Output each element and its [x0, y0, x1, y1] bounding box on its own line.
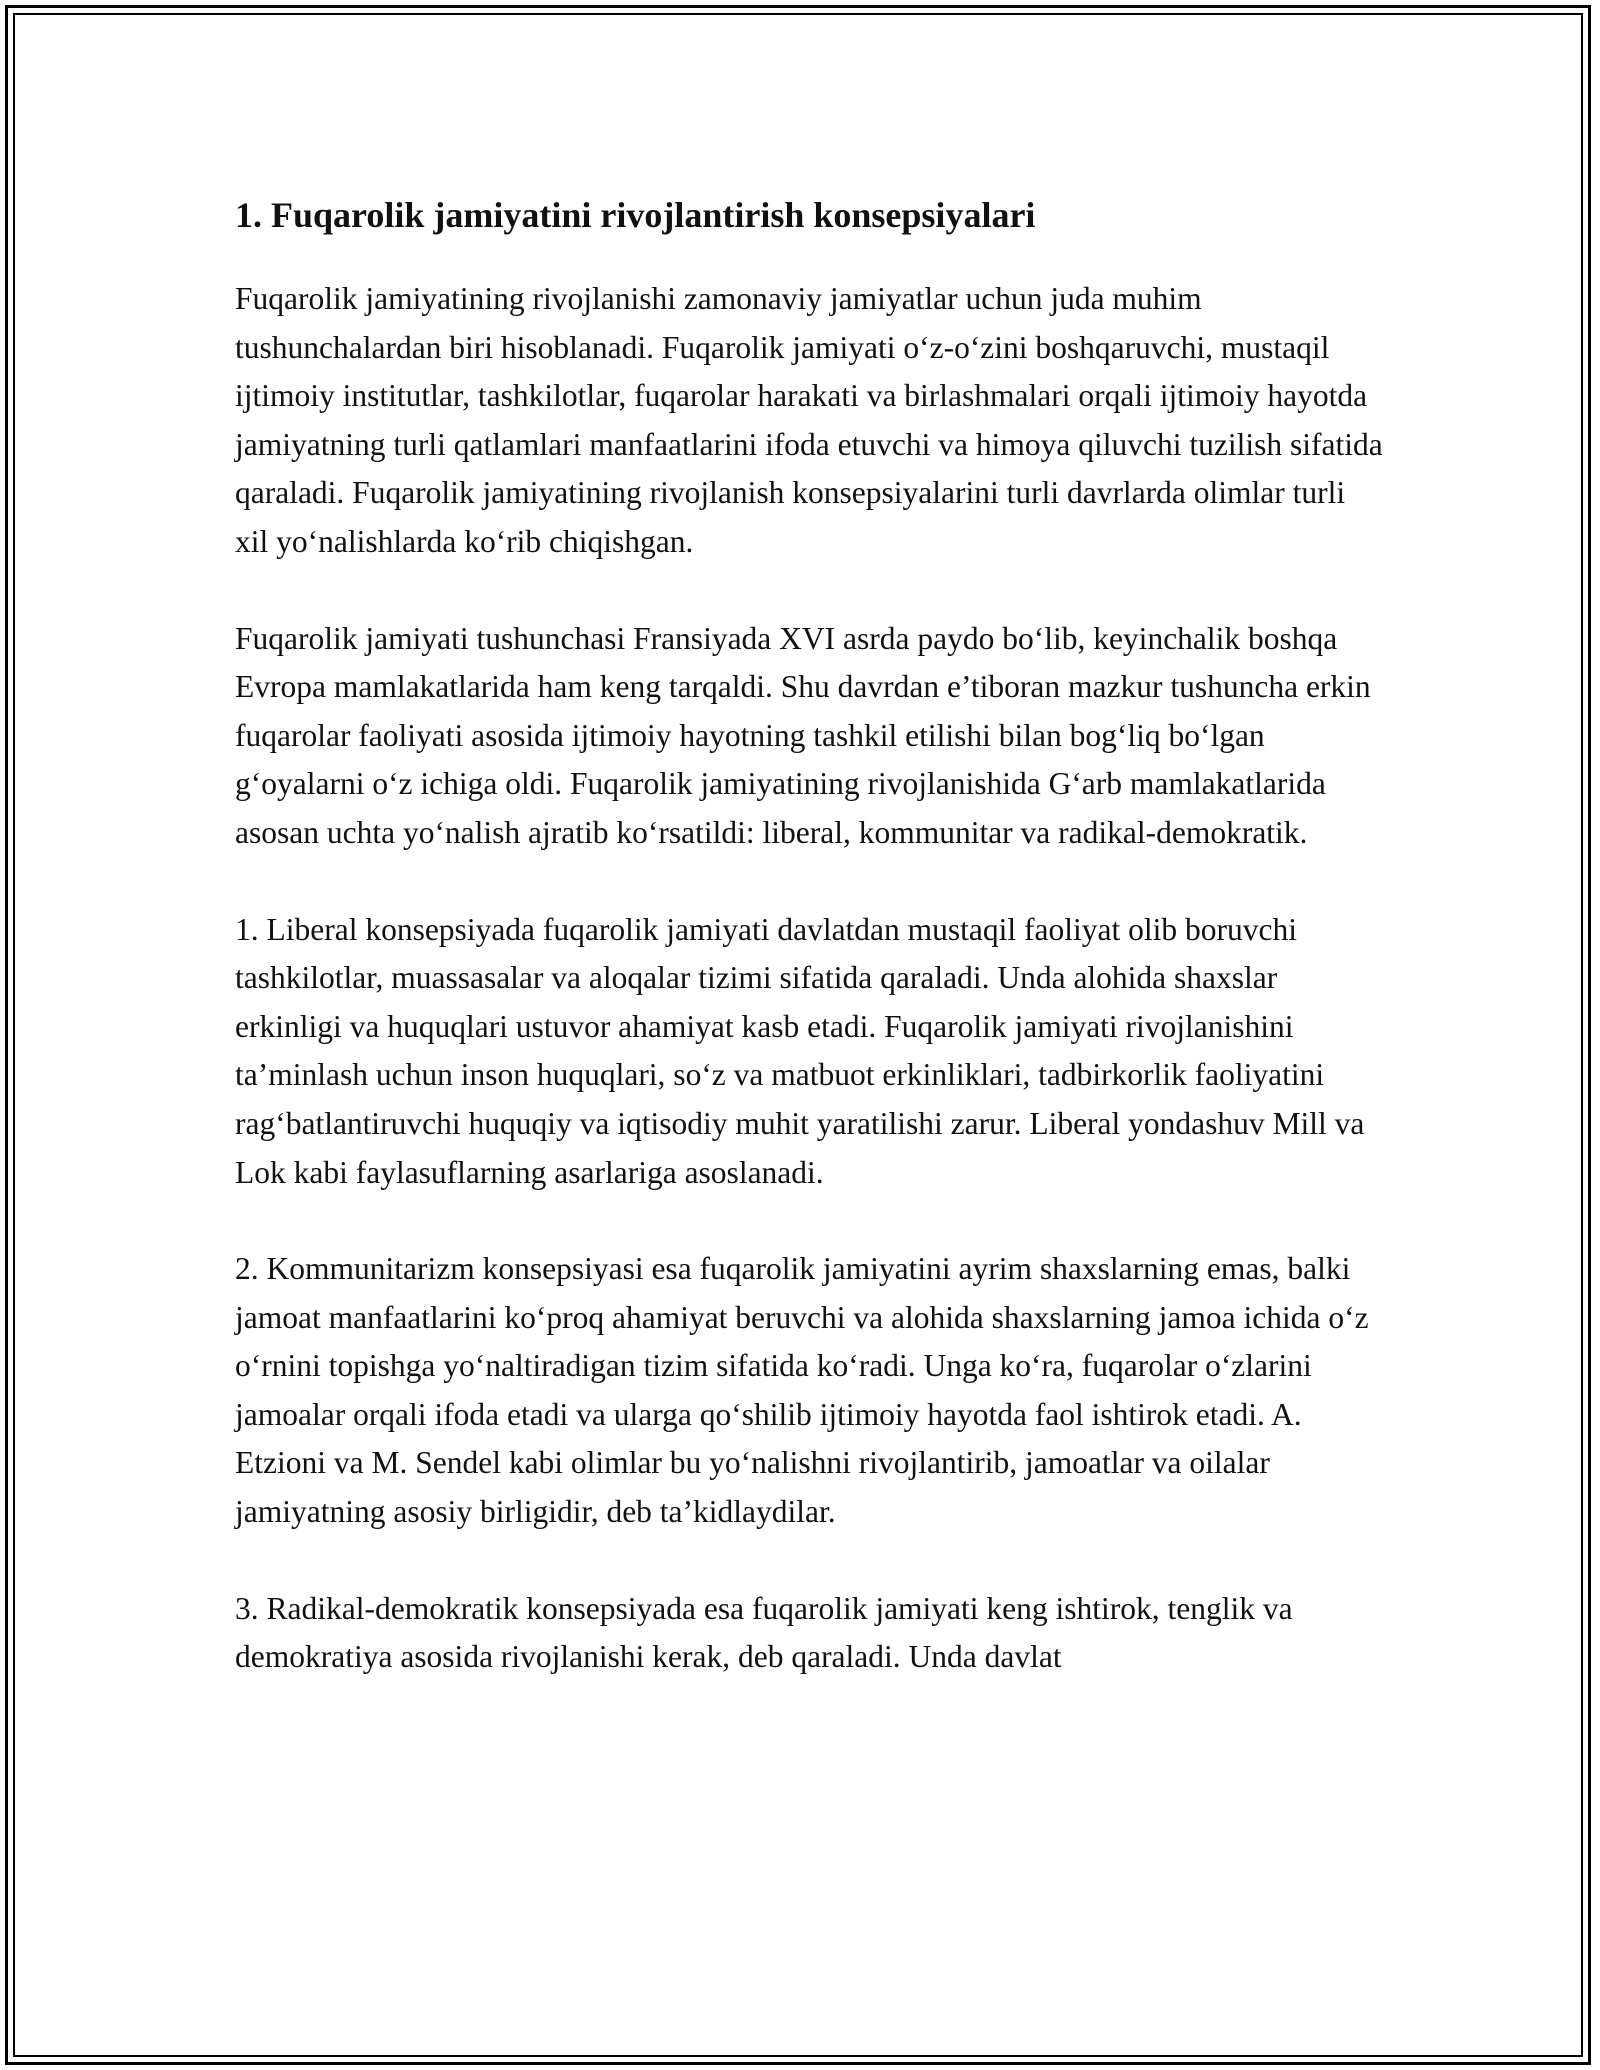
paragraph-radical-democratic: 3. Radikal-demokratik konsepsiyada esa fuqarolik jamiyati keng ishtirok, tenglik va demokratiya asosida rivojlanishi kerak, deb qaraladi. Unda davlat [235, 1590, 1293, 1675]
paragraph-history: Fuqarolik jamiyati tushunchasi Fransiyada XVI asrda paydo bo‘lib, keyinchalik boshqa Evropa mamlakatlarida ham keng tarqaldi. Shu davrdan e’tiboran mazkur tushuncha erkin fuqarolar faoliyati asosida ijtimoiy hayotning tashkil etilishi bilan bog‘liq bo‘lgan g‘oyalarni o‘z ichiga oldi. Fuqarolik jamiyatining rivojlanishida G‘arb mamlakatlarida asosan uchta yo‘nalish ajratib ko‘rsatildi: liberal, kommunitar va radikal-demokratik. [235, 620, 1371, 850]
paragraph-communitarian: 2. Kommunitarizm konsepsiyasi esa fuqarolik jamiyatini ayrim shaxslarning emas, balki jamoat manfaatlarini ko‘proq ahamiyat beruvchi va alohida shaxslarning jamoa ichida o‘z o‘rnini topishga yo‘naltiradigan tizim sifatida ko‘radi. Unga ko‘ra, fuqarolar o‘zlarini jamoalar orqali ifoda etadi va ularga qo‘shilib ijtimoiy hayotda faol ishtirok etadi. A. Etzioni va M. Sendel kabi olimlar bu yo‘nalishni rivojlantirib, jamoatlar va oilalar jamiyatning asosiy birligidir, deb ta’kidlaydilar. [235, 1251, 1369, 1530]
paragraph-liberal: 1. Liberal konsepsiyada fuqarolik jamiyati davlatdan mustaqil faoliyat olib boruvchi tashkilotlar, muassasalar va aloqalar tizimi sifatida qaraladi. Unda alohida shaxslar erkinligi va huquqlari ustuvor ahamiyat kasb etadi. Fuqarolik jamiyati rivojlanishini ta’minlash uchun inson huquqlari, so‘z va matbuot erkinliklari, tadbirkorlik faoliyatini rag‘batlantiruvchi huquqiy va iqtisodiy muhit yaratilishi zarur. Liberal yondashuv Mill va Lok kabi faylasuflarning asarlariga asoslanadi. [235, 911, 1365, 1190]
paragraph-intro: Fuqarolik jamiyatining rivojlanishi zamonaviy jamiyatlar uchun juda muhim tushunchalardan biri hisoblanadi. Fuqarolik jamiyati o‘z-o‘zini boshqaruvchi, mustaqil ijtimoiy institutlar, tashkilotlar, fuqarolar harakati va birlashmalari orqali ijtimoiy hayotda jamiyatning turli qatlamlari manfaatlarini ifoda etuvchi va himoya qiluvchi tuzilish sifatida qaraladi. Fuqarolik jamiyatining rivojlanish konsepsiyalarini turli davrlarda olimlar turli xil yo‘nalishlarda ko‘rib chiqishgan. [235, 281, 1383, 559]
document-body [235, 185, 1385, 1730]
section-heading: 1. Fuqarolik jamiyatini rivojlantirish konsepsiyalari [235, 195, 1036, 235]
